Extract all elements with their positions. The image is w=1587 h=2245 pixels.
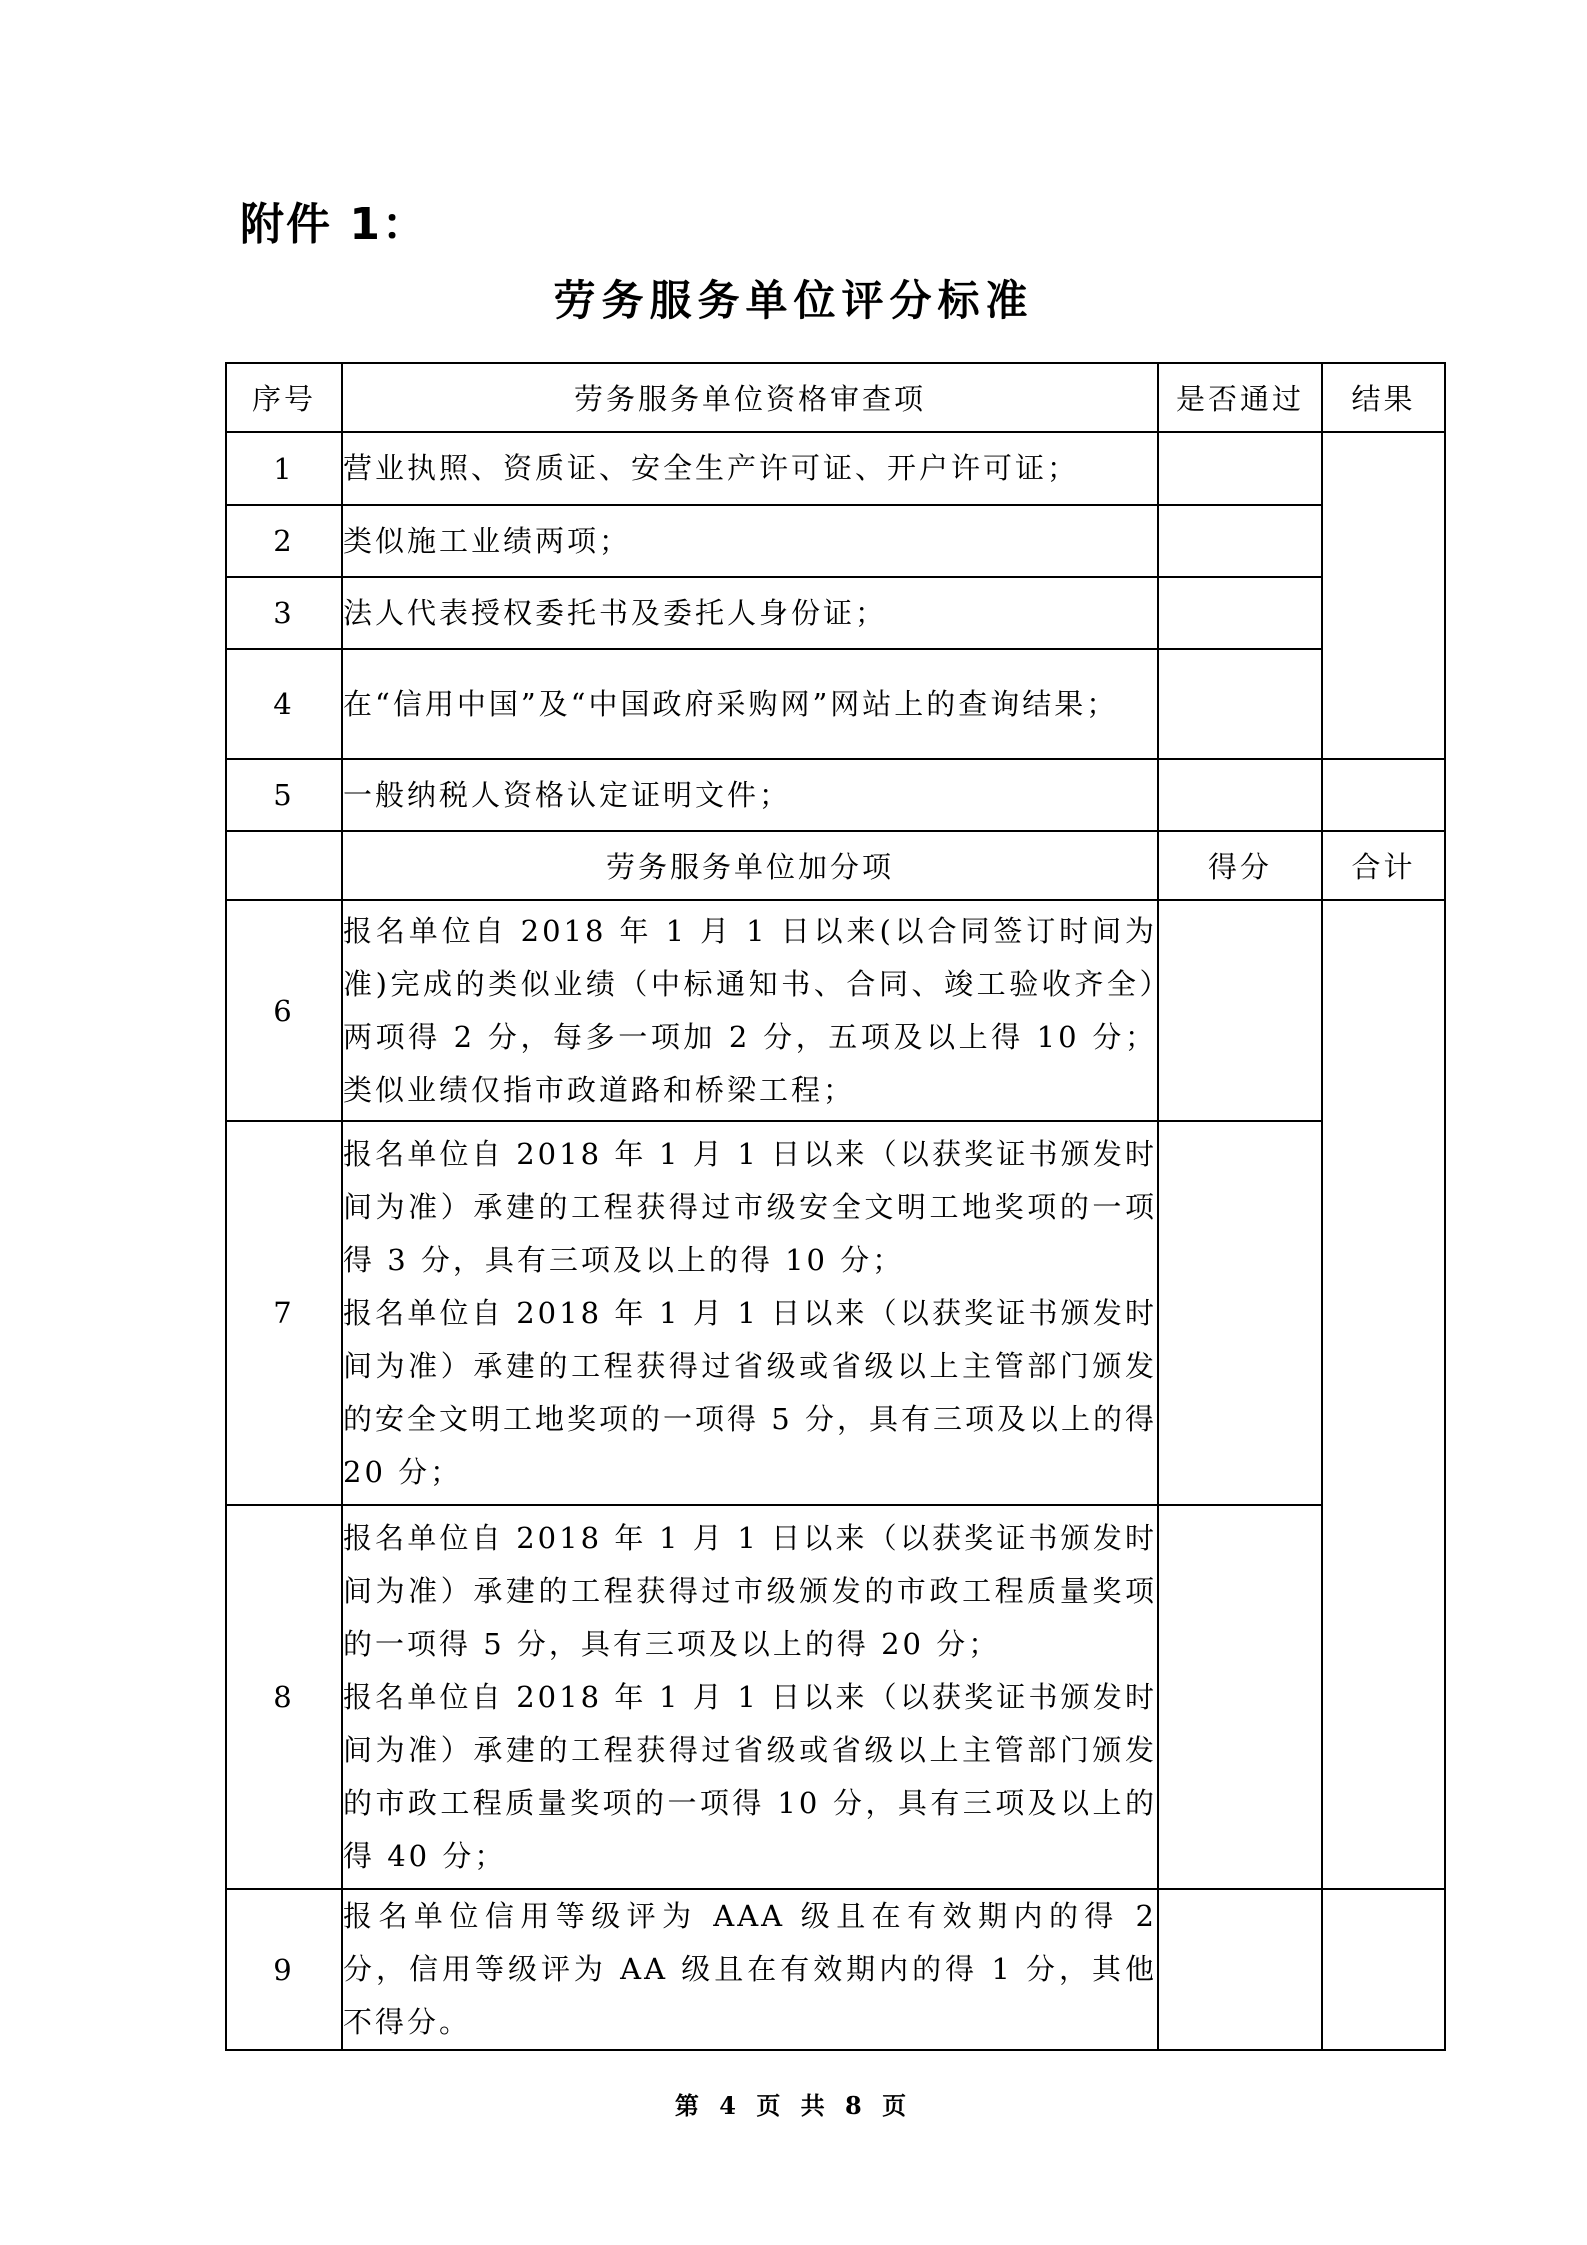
header-qualification-item: 劳务服务单位资格审查项	[342, 363, 1158, 432]
result-cell	[1322, 432, 1445, 759]
table-row	[226, 1889, 1445, 2050]
row-number: 1	[226, 432, 342, 505]
table-row	[226, 649, 1445, 759]
header-no-empty	[226, 831, 342, 900]
pass-cell	[1158, 432, 1322, 505]
row-text: 类似施工业绩两项；	[342, 505, 1158, 577]
row-number: 9	[226, 1889, 342, 2050]
row-number: 8	[226, 1505, 342, 1889]
qualification-header-row	[226, 363, 1445, 432]
pass-cell	[1158, 649, 1322, 759]
table-row	[226, 505, 1445, 577]
row-number: 6	[226, 900, 342, 1121]
score-cell	[1158, 900, 1322, 1121]
header-bonus-item: 劳务服务单位加分项	[342, 831, 1158, 900]
table-row	[226, 432, 1445, 505]
table-row	[226, 577, 1445, 649]
header-total: 合计	[1322, 831, 1445, 900]
bonus-header-row	[226, 831, 1445, 900]
row-text: 在“信用中国”及“中国政府采购网”网站上的查询结果；	[342, 649, 1158, 759]
row-text: 法人代表授权委托书及委托人身份证；	[342, 577, 1158, 649]
score-cell	[1158, 1121, 1322, 1505]
pass-cell	[1158, 759, 1322, 831]
table-row	[226, 900, 1445, 1121]
header-pass: 是否通过	[1158, 363, 1322, 432]
page-footer: 第 4 页 共 8 页	[674, 2091, 913, 2120]
header-result: 结果	[1322, 363, 1445, 432]
result-cell	[1322, 759, 1445, 831]
table-row	[226, 759, 1445, 831]
row-text: 报名单位自 2018 年 1 月 1 日以来（以获奖证书颁发时间为准）承建的工程获得过市级安全文明工地奖项的一项得 3 分，具有三项及以上的得 10 分； 报名单位自 2018 年 1 月 1 日以来（以获奖证书颁发时间为准）承建的工程获得过省级或省级以上主管部门颁发的安全文明工地奖项的一项得 5 分，具有三项及以上的得 20 分；	[342, 1121, 1158, 1505]
row-number: 2	[226, 505, 342, 577]
row-number: 3	[226, 577, 342, 649]
pass-cell	[1158, 505, 1322, 577]
row-text: 报名单位信用等级评为 AAA 级且在有效期内的得 2 分，信用等级评为 AA 级且在有效期内的得 1 分，其他不得分。	[342, 1889, 1158, 2050]
attachment-label: 附件 1：	[240, 199, 428, 250]
row-number: 4	[226, 649, 342, 759]
row-number: 7	[226, 1121, 342, 1505]
total-cell	[1322, 900, 1445, 1889]
scoring-table	[225, 362, 1446, 2051]
row-text: 营业执照、资质证、安全生产许可证、开户许可证；	[342, 432, 1158, 505]
score-cell	[1158, 1889, 1322, 2050]
table-row	[226, 1121, 1445, 1505]
document-title: 劳务服务单位评分标准	[553, 276, 1034, 325]
row-text: 报名单位自 2018 年 1 月 1 日以来(以合同签订时间为准)完成的类似业绩（中标通知书、合同、竣工验收齐全）两项得 2 分，每多一项加 2 分，五项及以上得 10 分；类似业绩仅指市政道路和桥梁工程；	[342, 900, 1158, 1121]
pass-cell	[1158, 577, 1322, 649]
total-cell	[1322, 1889, 1445, 2050]
table-row	[226, 1505, 1445, 1889]
row-text: 报名单位自 2018 年 1 月 1 日以来（以获奖证书颁发时间为准）承建的工程获得过市级颁发的市政工程质量奖项的一项得 5 分，具有三项及以上的得 20 分； 报名单位自 2018 年 1 月 1 日以来（以获奖证书颁发时间为准）承建的工程获得过省级或省级以上主管部门颁发的市政工程质量奖项的一项得 10 分，具有三项及以上的得 40 分；	[342, 1505, 1158, 1889]
row-number: 5	[226, 759, 342, 831]
header-no: 序号	[226, 363, 342, 432]
header-score: 得分	[1158, 831, 1322, 900]
score-cell	[1158, 1505, 1322, 1889]
row-text: 一般纳税人资格认定证明文件；	[342, 759, 1158, 831]
